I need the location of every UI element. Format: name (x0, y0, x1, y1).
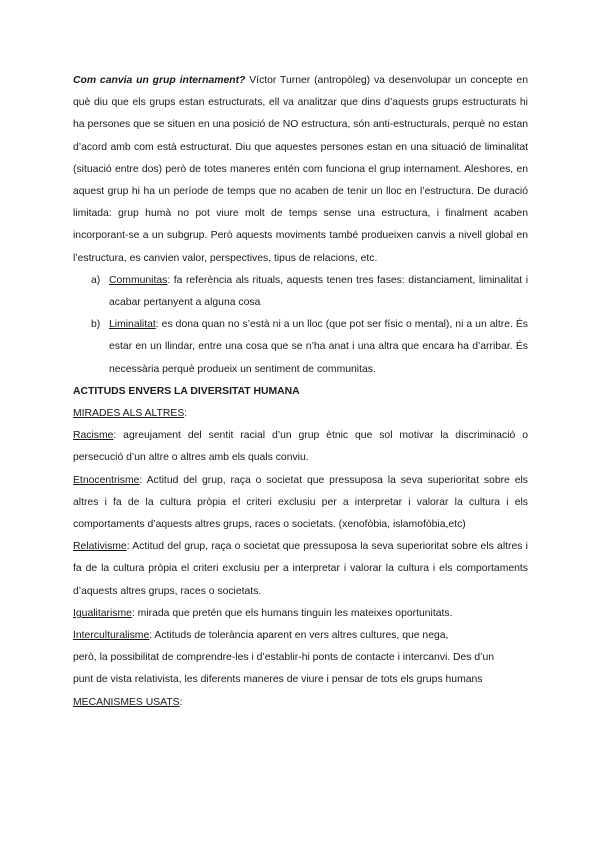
term-etnocentrisme: Etnocentrisme (73, 474, 140, 486)
term-racisme: Racisme (73, 430, 114, 442)
list-item-communitas (73, 270, 528, 314)
interculturalisme-line-3: punt de vista relativista, les diferents maneres de viure i pensar de tots els grups humans (73, 674, 483, 686)
definition-liminalitat: : es dona quan no s’està ni a un lloc (que pot ser físic o mental), ni a un altre. És estar en un llindar, entre una cosa que se n’ha anat i una altra que encara ha d’arribar. És necessària perquè produeix un sentiment de communitas. (109, 319, 528, 375)
section-heading: ACTITUDS ENVERS LA DIVERSITAT HUMANA (73, 385, 300, 397)
text-igualitarisme: : mirada que pretén que els humans tinguin les mateixes oportunitats. (131, 607, 453, 619)
list-marker: b) (91, 319, 101, 331)
closing-heading: MECANISMES USATS (73, 696, 180, 708)
subheading-colon: : (184, 408, 188, 420)
text-interculturalisme-1: : Actituds de tolerància aparent en vers altres cultures, que nega, (149, 630, 449, 642)
intro-lead: Com canvia un grup internament? (73, 75, 246, 86)
text-racisme: : agreujament del sentit racial d’un grup ètnic que sol motivar la discriminació o persecució d’un altre o altres amb els quals conviu. (73, 430, 528, 464)
definition-racisme (73, 425, 528, 469)
definition-igualitarisme (73, 603, 528, 625)
document-page (73, 70, 528, 714)
text-etnocentrisme: : Actitud del grup, raça o societat que pressuposa la seva superioritat sobre els altres i fa de la cultura pròpia el criteri exclusiu per a interpretar i valorar la cultura i els comportaments d’aquests altres grups, races o societats. (xenofòbia, islamofòbia,etc) (73, 474, 528, 531)
definition-interculturalisme (73, 625, 528, 692)
term-communitas: Communitas (109, 274, 168, 286)
closing-colon: : (179, 696, 183, 708)
subheading-line (73, 403, 528, 425)
definition-relativisme (73, 536, 528, 603)
intro-paragraph (73, 70, 528, 270)
definition-etnocentrisme (73, 470, 528, 537)
intro-body: Víctor Turner (antropòleg) va desenvolupar un concepte en què diu que els grups estan estructurats, ell va analitzar que dins d’aquests grups estructurats hi ha persones que se situen en una posició de NO estructura, són anti-estructurals, perquè no estan d’acord amb com està estructurat. Diu que aquestes persones estan en una situació de liminalitat (situació entre dos) però de totes maneres entén com funciona el grup internament. Aleshores, en aquest grup hi ha un període de temps que no acaben de tenir un lloc en l’estructura. De duració limitada: grup humà no pot viure molt de temps sense una estructura, i finalment acaben incorporant-se a un subgrup. Però aquests moviments també produeixen canvis a nivell global en l’estructura, es canvien valor, perspectives, tipus de relacions, etc. (73, 75, 528, 264)
list-marker: a) (91, 274, 101, 286)
term-relativisme: Relativisme (73, 541, 127, 553)
closing-heading-line (73, 692, 528, 714)
text-relativisme: : Actitud del grup, raça o societat que pressuposa la seva superioritat sobre els altres i fa de la cultura pròpia el criteri exclusiu per a interpretar i valorar la cultura i els comportaments d’aquests altres grups, races o societats. (73, 541, 528, 597)
interculturalisme-line-2: però, la possibilitat de comprendre-les i d’establir-hi ponts de contacte i intercanvi. Des d’un (73, 652, 495, 664)
interculturalisme-line-1 (73, 625, 528, 647)
concept-list (73, 270, 528, 381)
term-igualitarisme: Igualitarisme (73, 607, 132, 619)
list-item-liminalitat (73, 314, 528, 381)
definition-communitas: : fa referència als rituals, aquests tenen tres fases: distanciament, liminalitat i acabar pertanyent a alguna cosa (109, 274, 528, 309)
term-liminalitat: Liminalitat (109, 319, 156, 331)
section-subheading: MIRADES ALS ALTRES (73, 408, 185, 420)
term-interculturalisme: Interculturalisme (73, 630, 150, 642)
